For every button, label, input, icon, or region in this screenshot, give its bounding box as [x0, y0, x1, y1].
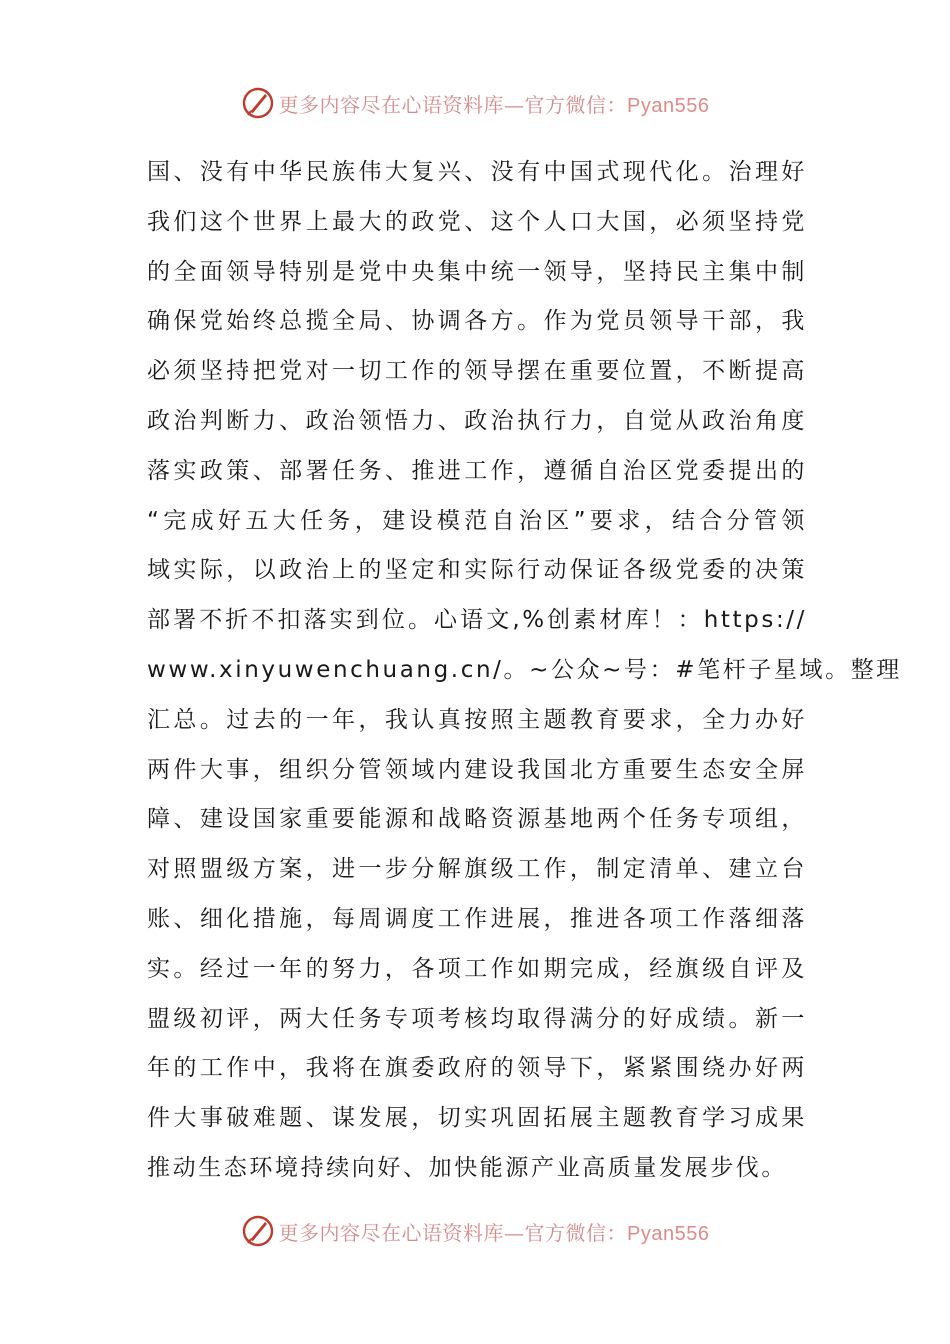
footer-watermark-banner — [0, 1211, 950, 1251]
text-line: 域实际，以政治上的坚定和实际行动保证各级党委的决策 — [147, 557, 807, 584]
text-line: 实。经过一年的努力，各项工作如期完成，经旗级自评及 — [147, 955, 807, 982]
text-line: 账、细化措施，每周调度工作进展，推进各项工作落细落 — [147, 905, 807, 932]
text-line: 障、建设国家重要能源和战略资源基地两个任务专项组， — [147, 806, 807, 833]
text-line: 部署不折不扣落实到位。心语文,%创素材库！：https:// — [147, 607, 807, 634]
text-line: www.xinyuwenchuang.cn/。~公众~号：#笔杆子星域。整理 — [147, 656, 902, 683]
text-line: 我们这个世界上最大的政党、这个人口大国，必须坚持党 — [147, 208, 807, 235]
header-watermark-banner — [0, 83, 950, 123]
quill-pen-logo-icon — [241, 86, 275, 120]
footer-banner-text — [279, 1217, 710, 1246]
text-line: 年的工作中，我将在旗委政府的领导下，紧紧围绕办好两 — [147, 1055, 807, 1082]
text-line: 落实政策、部署任务、推进工作，遵循自治区党委提出的 — [147, 457, 807, 484]
text-line: 汇总。过去的一年，我认真按照主题教育要求，全力办好 — [147, 706, 807, 733]
text-line: 对照盟级方案，进一步分解旗级工作，制定清单、建立台 — [147, 856, 807, 883]
text-line: 必须坚持把党对一切工作的领导摆在重要位置，不断提高 — [147, 358, 807, 385]
text-line: 国、没有中华民族伟大复兴、没有中国式现代化。治理好 — [147, 159, 807, 185]
text-line: 确保党始终总揽全局、协调各方。作为党员领导干部，我 — [147, 308, 807, 335]
header-banner-label: 更多内容尽在心语资料库—官方微信： — [278, 92, 628, 117]
footer-banner-label: 更多内容尽在心语资料库—官方微信： — [278, 1220, 628, 1245]
text-line: 推动生态环境持续向好、加快能源产业高质量发展步伐。 — [147, 1154, 787, 1181]
text-line: “完成好五大任务，建设模范自治区”要求，结合分管领 — [147, 507, 807, 534]
header-banner-text — [279, 89, 710, 118]
text-line: 盟级初评，两大任务专项考核均取得满分的好成绩。新一 — [147, 1005, 807, 1032]
text-line: 的全面领导特别是党中央集中统一领导，坚持民主集中制 — [147, 258, 807, 285]
text-line: 政治判断力、政治领悟力、政治执行力，自觉从政治角度 — [147, 407, 807, 434]
header-banner-handle: Pyan556 — [627, 94, 710, 117]
text-line: 两件大事，组织分管领域内建设我国北方重要生态安全屏 — [147, 756, 807, 783]
text-line: 件大事破难题、谋发展，切实巩固拓展主题教育学习成果 — [147, 1105, 807, 1132]
footer-banner-handle: Pyan556 — [627, 1222, 710, 1245]
document-body — [147, 148, 902, 1194]
quill-pen-logo-icon — [241, 1214, 275, 1248]
